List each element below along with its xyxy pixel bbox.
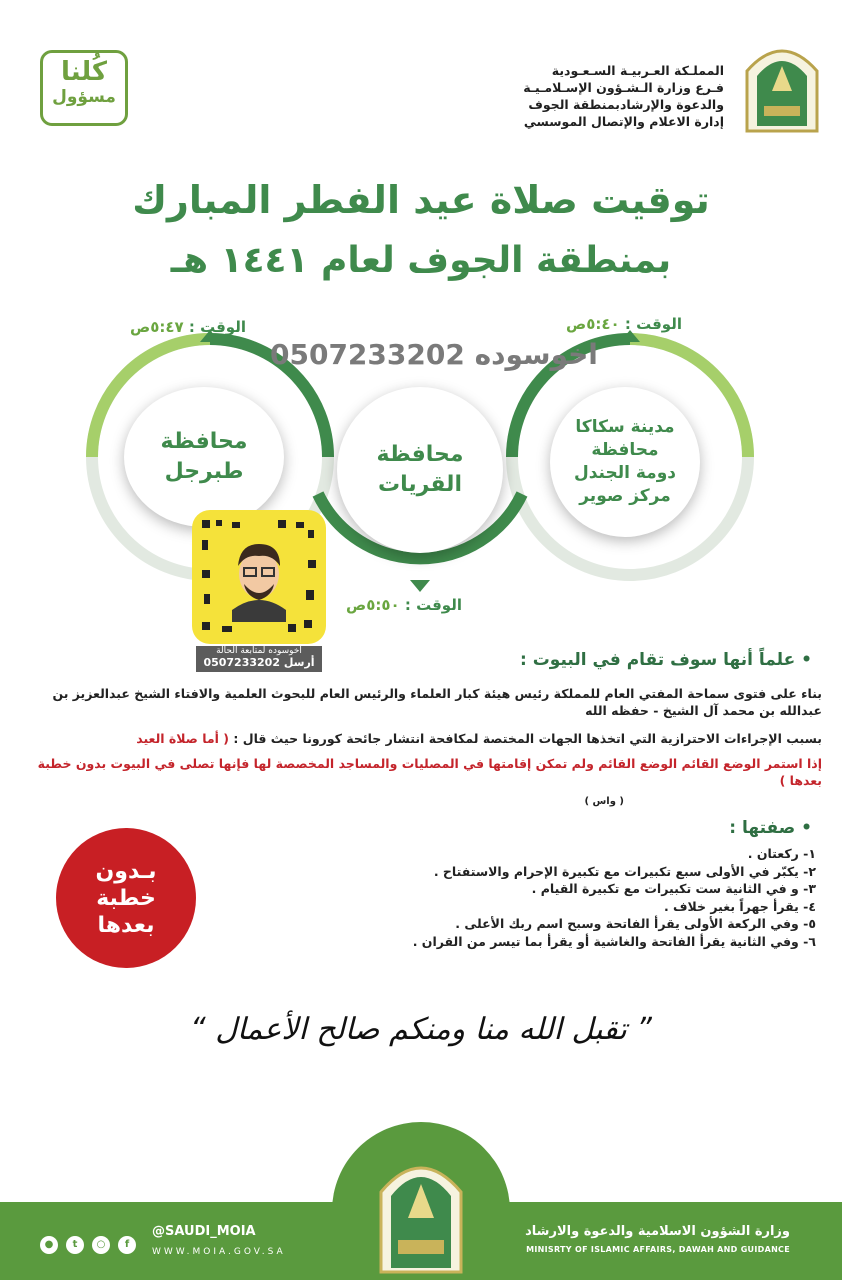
footer-ministry-logo-icon (332, 1122, 510, 1280)
header-line-4: إدارة الاعلام والإتصال الموسسي (523, 114, 724, 129)
header-line-2: فـرع وزارة الـشـؤون الإسـلامـيـة (523, 80, 724, 95)
notice-paragraph-2-text: بسبب الإجراءات الاحترازية التي اتخذها الجهات المختصة لمكافحة انتشار جائحة كورونا حيث قال : (233, 731, 822, 746)
closing-greeting: ” تقبل الله منا ومنكم صالح الأعمال “ (190, 1012, 652, 1047)
circle-qurayyat-line-1: محافظة (376, 442, 464, 468)
badge-line-1: كُلنا (60, 57, 108, 87)
list-item: ٥- وفي الركعة الأولى يقرأ الفاتحة وسبح اسم ربك الأعلى . (455, 916, 816, 931)
circle-qurayyat-line-2: القريات (378, 472, 462, 497)
circle-sakaka-line-4: مركز صوير (579, 485, 671, 506)
circle-qurayyat (337, 387, 503, 553)
no-sermon-badge (56, 828, 196, 968)
notice-source: ( واس ) (584, 796, 624, 807)
footer-arch (332, 1122, 510, 1280)
time-qurayyat-value: ٥:٥٠ص (346, 596, 400, 614)
notice-paragraph-1: بناء على فتوى سماحة المفتي العام للمملكة رئيس هيئة كبار العلماء والرئيس العام للبحوث العلمية والافتاء الشيخ عبدالعزيز بن عبدالله بن محمد آل الشيخ - حفظه الله (52, 686, 822, 718)
snapcode-caption (196, 646, 322, 672)
notice-paragraph-2-red: ( أما صلاة العيد (136, 731, 230, 746)
circle-tabarjal-line-1: محافظة (160, 429, 248, 455)
time-qurayyat (346, 596, 462, 614)
facebook-icon[interactable]: f (118, 1236, 136, 1254)
circle-tabarjal (124, 387, 284, 527)
snapcode-qr (192, 510, 326, 644)
twitter-icon[interactable]: t (66, 1236, 84, 1254)
circle-sakaka-line-3: دومة الجندل (573, 463, 677, 483)
time-tabarjal-label: الوقت : (188, 318, 246, 336)
time-sakaka-label: الوقت : (624, 315, 682, 333)
time-qurayyat-label: الوقت : (404, 596, 462, 614)
snapchat-icon[interactable]: ● (40, 1236, 58, 1254)
description-heading: • صفتها : (729, 818, 812, 838)
time-tabarjal-value: ٥:٤٧ص (130, 318, 184, 336)
header-line-3: والدعوة والإرشادبمنطقة الجوف (528, 97, 724, 112)
list-item: ١- ركعتان . (747, 846, 816, 861)
notice-heading: • علماً أنها سوف تقام في البيوت : (520, 650, 812, 670)
circle-sakaka-line-1: مدينة سكاكا (575, 417, 675, 438)
instagram-icon[interactable]: ○ (92, 1236, 110, 1254)
list-item: ٤- يقرأ جهراً بغير خلاف . (663, 898, 816, 914)
footer-ministry-ar: وزارة الشؤون الاسلامية والدعوة والارشاد (525, 1224, 790, 1239)
description-list (216, 846, 816, 951)
header-org-text (424, 62, 724, 130)
snapcode-caption-line-2: أرسل 0507233202 (203, 656, 315, 669)
circle-tabarjal-line-2: طبرجل (164, 459, 244, 484)
no-sermon-badge-line-1: بـدون (95, 858, 157, 884)
time-sakaka (566, 315, 682, 333)
footer-handle[interactable]: @SAUDI_MOIA (152, 1224, 256, 1239)
main-title-line-2: بمنطقة الجوف لعام ١٤٤١ هـ (170, 240, 672, 281)
time-tabarjal (130, 318, 246, 336)
footer-ministry-en: MINISRTY OF ISLAMIC AFFAIRS, DAWAH AND GUIDANCE (526, 1245, 790, 1254)
no-sermon-badge-line-3: بعدها (97, 912, 155, 938)
footer-contact (152, 1224, 286, 1257)
watermark-text: اخوسوده 0507233202 (270, 338, 598, 371)
footer-website[interactable]: WWW.MOIA.GOV.SA (152, 1247, 286, 1257)
time-sakaka-value: ٥:٤٠ص (566, 315, 620, 333)
list-item: ٣- و في الثانية ست تكبيرات مع تكبيرة القيام . (531, 881, 816, 896)
circle-sakaka-line-2: محافظة (591, 440, 659, 461)
footer-ministry (525, 1224, 790, 1254)
snapcode-caption-line-1: اخوسوده لمتابعة الحالة (216, 646, 302, 656)
badge-line-2: مسؤول (52, 87, 116, 107)
kulna-masool-badge (40, 50, 128, 126)
header-line-1: المملـكة العـربيـة السـعـودية (551, 63, 724, 78)
notice-paragraph-2 (22, 730, 822, 747)
main-title-line-1: توقيت صلاة عيد الفطر المبارك (132, 178, 710, 222)
ministry-logo-icon (742, 36, 822, 136)
no-sermon-badge-line-2: خطبة (96, 885, 156, 911)
list-item: ٢- يكبّر في الأولى سبع تكبيرات مع تكبيرة الإحرام والاستفتاح . (433, 863, 816, 879)
circle-sakaka (550, 387, 700, 537)
snapcode-avatar-icon (192, 510, 326, 644)
notice-paragraph-3: إذا استمر الوضع القائم الوضع القائم ولم تمكن إقامتها في المصليات والمساجد المخصصة لها فإنها تصلى في البيوت بدون خطبة بعدها ) (37, 756, 822, 788)
list-item: ٦- وفي الثانية يقرأ الفاتحة والغاشية أو يقرأ بما تيسر من القران . (412, 933, 816, 949)
